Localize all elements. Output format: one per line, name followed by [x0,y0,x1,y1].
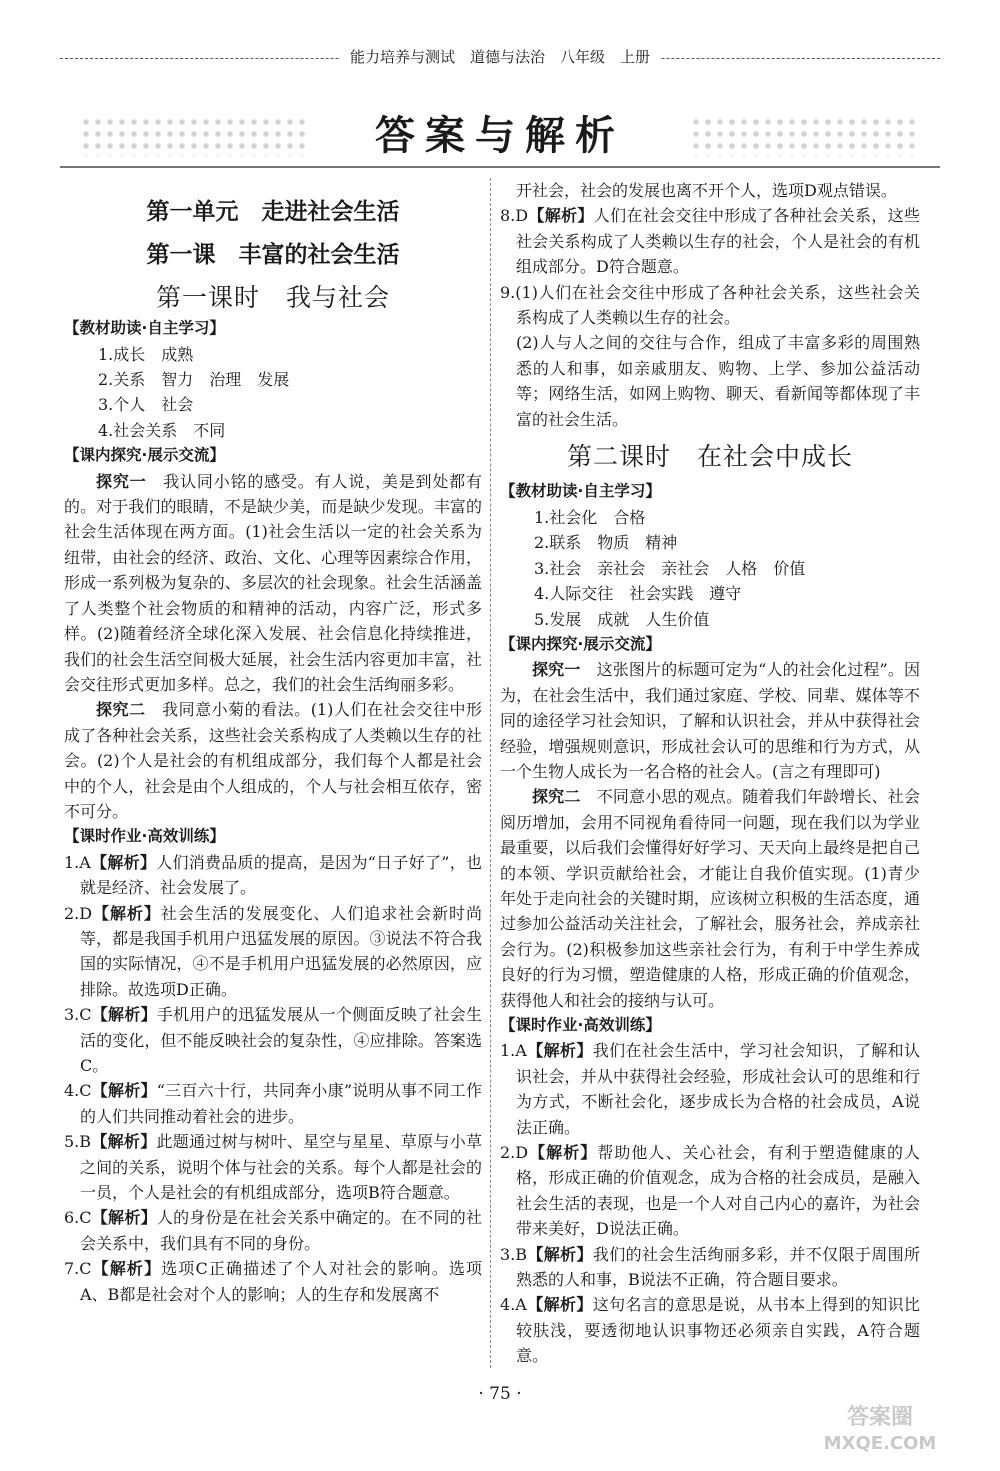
explore-paragraph: 探究一 我认同小铭的感受。有人说，美是到处都有的。对于我们的眼睛，不是缺少美，而是缺少发现。丰富的社会生活体现在两方面。(1)社会生活以一定的社会关系为纽带，由社会的经济、政治、文化、心理等因素综合作用，形成一系列极为复杂的、多层次的社会现象。社会生活涵盖了人类整个社会物质的和精神的活动，内容广泛，形式多样。(2)随着经济全球化深入发展、社会信息化持续推进，我们的社会生活空间极大延展，社会生活内容更加丰富，社会交往形式更加多样。总之，我们的社会生活绚丽多彩。 [64,471,482,694]
period-title: 第一课时 我与社会 [155,282,390,312]
explore-paragraph: 探究二 不同意小思的观点。随着我们年龄增长、社会阅历增加，会用不同视角看待同一问题，现在我们以为学业最重要，以后我们会懂得好好学习、天天向上最终是把自己的本领、学识贡献给社会，才能让自我价值实现。(1)青少年处于走向社会的关键时期，应该树立积极的生活态度，通过参加公益活动关注社会，了解社会，服务社会，养成亲社会行为。(2)积极参加这些亲社会行为，有利于中学生养成良好的行为习惯，塑造健康的人格，形成正确的价值观念，获得他人和社会的接纳与认可。 [500,787,920,1010]
right-column [500,178,920,1369]
unit-title: 第一单元 走进社会生活 [146,199,400,225]
continued-text: 开社会，社会的发展也离不开个人，选项D观点错误。 [516,181,897,200]
section-heading: 【课时作业·高效训练】 [500,1016,661,1034]
keyword-line: 3.社会 亲社会 亲社会 人格 价值 [534,558,806,578]
keyword-line: 4.人际交往 社会实践 遵守 [534,584,742,604]
answer-item: 8.D【解析】人们在社会交往中形成了各种社会关系，这些社会关系构成了人类赖以生存的社会，个人是社会的有机组成部分。D符合题意。 [500,206,920,277]
answer-item: 9.(1)人们在社会交往中形成了各种社会关系，这些社会关系构成了人类赖以生存的社会。 [500,282,920,328]
section-heading: 【课时作业·高效训练】 [64,827,225,846]
answer-item: 1.A【解析】人们消费品质的提高，是因为“日子好了”，也就是经济、社会发展了。 [64,852,482,898]
column-divider [490,178,491,1368]
keyword-line: 3.个人 社会 [98,395,194,415]
page-number: · 75 · [478,1384,522,1404]
section-heading: 【课内探究·展示交流】 [64,446,225,465]
answer-subpart: (2)人与人之间的交往与合作，组成了丰富多彩的周围熟悉的人和事，如亲戚朋友、购物、上学、参加公益活动等；网络生活，如网上购物、聊天、看新闻等都体现了丰富的社会生活。 [516,333,920,429]
keyword-line: 1.成长 成熟 [98,344,194,364]
keyword-line: 5.发展 成就 人生价值 [534,609,710,629]
keyword-line: 2.联系 物质 精神 [534,533,678,553]
section-heading: 【教材助读·自主学习】 [64,319,225,338]
keyword-line: 4.社会关系 不同 [98,420,226,440]
answer-item: 7.C【解析】选项C正确描述了个人对社会的影响。选项A、B都是社会对个人的影响；人的生存和发展离不 [64,1259,482,1304]
explore-paragraph: 探究二 我同意小菊的看法。(1)人们在社会交往中形成了各种社会关系，这些社会关系构成了人类赖以生存的社会。(2)个人是社会的有机组成部分，我们每个人都是社会中的个人，社会是由个人组成的，个人与社会相互依存，密不可分。 [64,700,482,821]
left-column [64,178,482,1307]
page-title: 答案与解析 [375,112,625,159]
answer-item: 3.C【解析】手机用户的迅猛发展从一个侧面反映了社会生活的变化，但不能反映社会的复杂性，④应排除。答案选C。 [64,1005,482,1075]
period-title: 第二课时 在社会中成长 [566,442,853,472]
section-heading: 【教材助读·自主学习】 [500,482,661,501]
running-header: 能力培养与测试 道德与法治 八年级 上册 [0,46,1000,67]
answer-item: 1.A【解析】我们在社会生活中，学习社会知识，了解和认识社会，并从中获得社会经验，形成社会认可的思维和行为方式，不断社会化，逐步成长为合格的社会成员，A说法正确。 [500,1041,920,1137]
answer-item: 2.D【解析】社会生活的发展变化、人们追求社会新时尚等，都是我国手机用户迅猛发展的原因。③说法不符合我国的实际情况，④不是手机用户迅猛发展的必然原因，应排除。故选项D正确。 [64,903,482,999]
answer-item: 6.C【解析】人的身份是在社会关系中确定的。在不同的社会关系中，我们具有不同的身份。 [64,1208,482,1253]
explore-paragraph: 探究一 这张图片的标题可定为“人的社会化过程”。因为，在社会生活中，我们通过家庭、学校、同辈、媒体等不同的途径学习社会知识，了解和认识社会，并从中获得社会经验，增强规则意识，形成社会认可的思维和行为方式，从一个生物人成长为一名合格的社会人。(言之有理即可) [500,660,920,781]
answer-item: 5.B【解析】此题通过树与树叶、星空与星星、草原与小草之间的关系，说明个体与社会的关系。每个人都是社会的一员，个人是社会的有机组成部分，选项B符合题意。 [64,1132,482,1203]
keyword-line: 1.社会化 合格 [534,507,646,527]
lesson-title: 第一课 丰富的社会生活 [146,242,400,269]
answer-item: 3.B【解析】我们的社会生活绚丽多彩，并不仅限于周围所熟悉的人和事，B说法不正确，符合题目要求。 [500,1244,920,1290]
banner-rule [60,166,940,168]
corner-watermark: 答案圈 MXQE.COM [823,1405,937,1454]
explore-label: 探究二 [532,787,581,807]
explore-label: 探究一 [96,471,147,491]
keyword-line: 2.关系 智力 治理 发展 [98,370,290,390]
answer-item: 4.A【解析】这句名言的意思是说，从书本上得到的知识比较肤浅，要透彻地认识事物还必须亲自实践，A符合题意。 [500,1295,920,1366]
answer-item: 4.C【解析】“三百六十行，共同奔小康”说明从事不同工作的人们共同推动着社会的进步。 [64,1081,482,1126]
explore-label: 探究二 [96,700,146,720]
explore-label: 探究一 [532,660,581,680]
section-heading: 【课内探究·展示交流】 [500,634,661,653]
answer-item: 2.D【解析】帮助他人、关心社会，有利于塑造健康的人格，形成正确的价值观念，成为合格的社会成员，是融入社会生活的表现，也是一个人对自己内心的嘉许，为社会带来美好，D说法正确。 [500,1143,920,1239]
